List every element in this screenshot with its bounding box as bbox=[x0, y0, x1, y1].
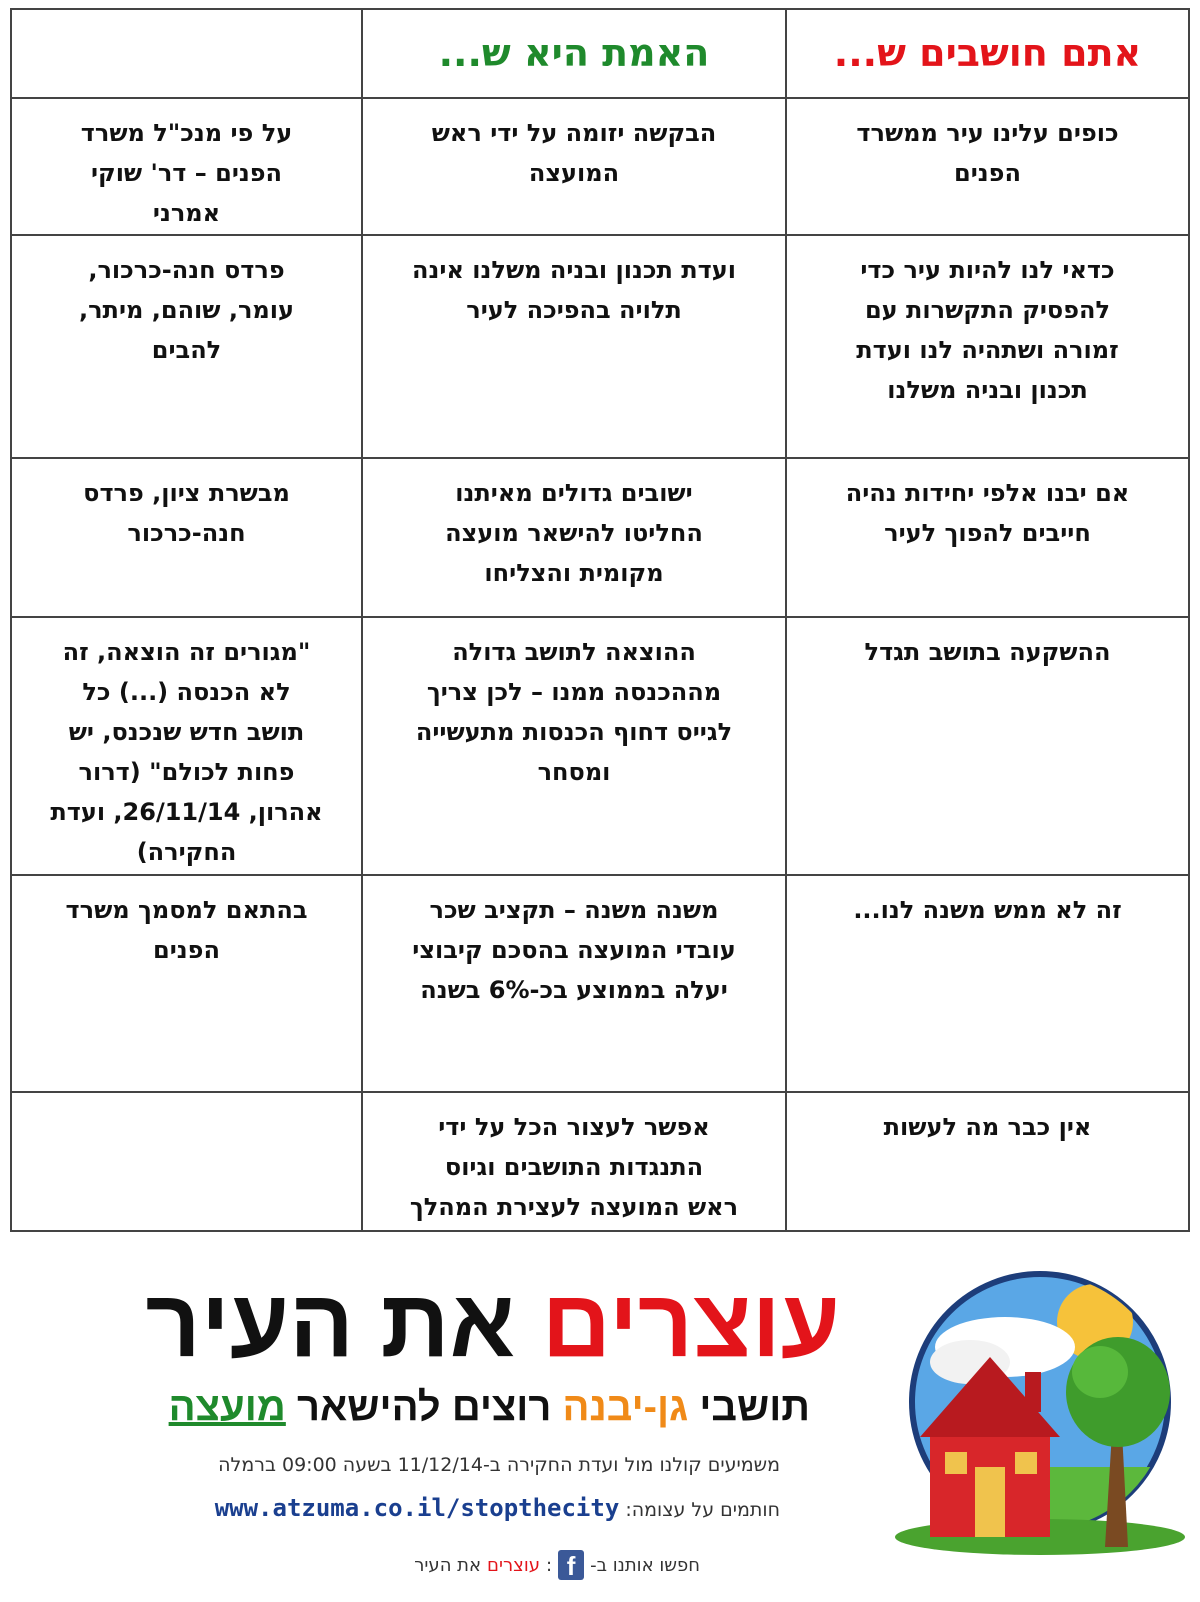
facebook-prefix: חפשו אותנו ב- bbox=[590, 1554, 700, 1576]
tagline-council: מועצה bbox=[168, 1385, 286, 1429]
source-cell: "מגורים זה הוצאה, זה לא הכנסה (...) כל תושב חדש שנכנס, יש פחות לכולם" (דרור אהרון, 26/11/14, ועדת החקירה) bbox=[11, 617, 362, 875]
table-row bbox=[11, 1092, 1189, 1231]
myth-cell: כדאי לנו להיות עיר כדי להפסיק התקשרות עם זמורה ושתהיה לנו ועדת תכנון ובניה משלנו bbox=[786, 235, 1189, 459]
facebook-page-red[interactable]: עוצרים bbox=[487, 1554, 541, 1576]
header-source bbox=[11, 9, 362, 98]
tagline-town: גן-יבנה bbox=[562, 1385, 689, 1429]
header-myth: אתם חושבים ש... bbox=[786, 9, 1189, 98]
facebook-separator: : bbox=[546, 1554, 553, 1576]
facebook-icon[interactable]: f bbox=[558, 1550, 584, 1580]
brand-title-red: עוצרים bbox=[541, 1270, 840, 1377]
petition-line bbox=[215, 1494, 780, 1522]
brand-title bbox=[145, 1270, 841, 1377]
truth-cell: ישובים גדולים מאיתנו החליטו להישאר מועצה מקומית והצליחו bbox=[362, 458, 786, 617]
myth-cell: אם יבנו אלפי יחידות נהיה חייבים להפוך לעיר bbox=[786, 458, 1189, 617]
table-row bbox=[11, 235, 1189, 459]
facebook-line bbox=[414, 1550, 700, 1580]
flyer-footer bbox=[0, 1232, 1200, 1602]
petition-label: חותמים על עצומה: bbox=[625, 1499, 780, 1521]
hearing-note: משמיעים קולנו מול ועדת החקירה ב-11/12/14 בשעה 09:00 ברמלה bbox=[218, 1454, 780, 1476]
table-row bbox=[11, 617, 1189, 875]
truth-cell: ועדת תכנון ובניה משלנו אינה תלויה בהפיכה לעיר bbox=[362, 235, 786, 459]
myth-cell: אין כבר מה לעשות bbox=[786, 1092, 1189, 1231]
tagline bbox=[169, 1382, 810, 1432]
facebook-page-black[interactable]: את העיר bbox=[414, 1554, 482, 1576]
table-row bbox=[11, 98, 1189, 235]
tagline-part: להישאר bbox=[296, 1385, 441, 1429]
source-cell: בהתאם למסמך משרד הפנים bbox=[11, 875, 362, 1092]
myth-cell: זה לא ממש משנה לנו... bbox=[786, 875, 1189, 1092]
house-tree-sun-logo-icon bbox=[890, 1262, 1190, 1562]
myth-cell: ההשקעה בתושב תגדל bbox=[786, 617, 1189, 875]
source-cell: על פי מנכ"ל משרד הפנים – דר' שוקי אמרני bbox=[11, 98, 362, 235]
table-header-row bbox=[11, 9, 1189, 98]
header-truth: האמת היא ש... bbox=[362, 9, 786, 98]
tagline-part: רוצים bbox=[451, 1385, 552, 1429]
brand-title-black: את העיר bbox=[145, 1270, 516, 1377]
source-cell: מבשרת ציון, פרדס חנה-כרכור bbox=[11, 458, 362, 617]
truth-cell: משנה משנה – תקציב שכר עובדי המועצה בהסכם קיבוצי יעלה בממוצע בכ-6% בשנה bbox=[362, 875, 786, 1092]
myth-cell: כופים עלינו עיר ממשרד הפנים bbox=[786, 98, 1189, 235]
table-row bbox=[11, 458, 1189, 617]
table-row bbox=[11, 875, 1189, 1092]
truth-cell: הבקשה יזומה על ידי ראש המועצה bbox=[362, 98, 786, 235]
tagline-part: תושבי bbox=[699, 1385, 810, 1429]
myths-vs-truth-table bbox=[10, 8, 1190, 1232]
petition-link[interactable]: www.atzuma.co.il/stopthecity bbox=[214, 1494, 620, 1522]
source-cell: פרדס חנה-כרכור, עומר, שוהם, מיתר, להבים bbox=[11, 235, 362, 459]
truth-cell: ההוצאה לתושב גדולה מההכנסה ממנו – לכן צריך לגייס דחוף הכנסות מתעשייה ומסחר bbox=[362, 617, 786, 875]
truth-cell: אפשר לעצור הכל על ידי התנגדות התושבים וגיוס ראש המועצה לעצירת המהלך bbox=[362, 1092, 786, 1231]
source-cell bbox=[11, 1092, 362, 1231]
